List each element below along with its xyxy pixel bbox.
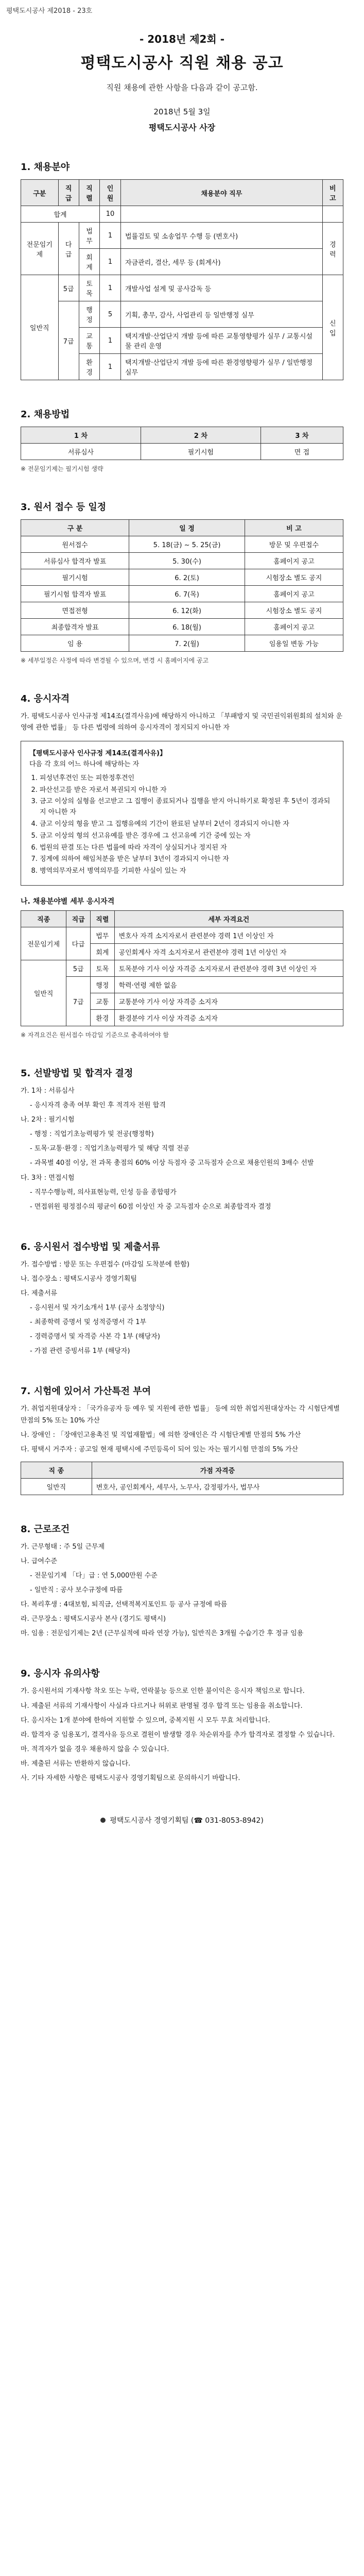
table-row: 회계 1 자금관리, 결산, 세무 등 (회계사) [21,249,343,275]
table-row: 환경 1 택지개발·산업단지 개발 등에 따른 환경영향평가 실무 / 일반행정 실무 [21,354,343,380]
contact-footer [21,1815,343,1825]
list-item: 다. 3차 : 면접시험 [21,1174,75,1182]
notes-list [21,1686,343,1784]
list-item: 나. 급여수준 [21,1557,58,1565]
list-item: 라. 합격자 중 임용포기, 결격사유 등으로 결원이 발생할 경우 차순위자를 추가 합격자로 결정할 수 있습니다. [21,1731,335,1739]
table-header: 직렬 [79,180,99,206]
title-block [21,0,343,133]
list-item: 마. 적격자가 없을 경우 채용하지 않을 수 있습니다. [21,1745,169,1753]
bonus-list [21,1403,343,1455]
list-item: 가. 근무형태 : 주 5일 근무제 [21,1543,105,1551]
list-item: 나. 2차 : 필기시험 [21,1116,75,1124]
table-row: 일반직 5급 토목 1 개발사업 설계 및 공사감독 등 신입 [21,275,343,301]
table-row: 필기시험 합격자 발표 6. 7(목) 홈페이지 공고 [21,586,343,602]
table-row: 최종합격자 발표 6. 18(월) 홈페이지 공고 [21,619,343,635]
notice-date: 2018년 5월 3일 [153,107,211,116]
list-item: - 가점 관련 증빙서류 1부 (해당자) [30,1347,130,1355]
section-title: 5. 선발방법 및 합격자 결정 [21,1067,133,1079]
disqualification-box: 【평택도시공사 인사규정 제14조(결격사유)】 다음 각 호의 어느 하나에 해당하는 자 1. 피성년후견인 또는 피한정후견인 2. 파산선고를 받은 자로서 복권되지 아니한 자 3. 금고 이상의 실형을 선고받고 그 집행이 종료되거나 집행을 받지 아니하기로 확정된 후 5년이 경과되지 아니한 자 4. 금고 이상의 형을 받고 그 집행유예의 기간이 완료된 날부터 2년이 경과되지 아니한 자 5. 금고 이상의 형의 선고유예를 받은 경우에 그 선고유예 기간 중에 있는 자 6. 법원의 판결 또는 다른 법률에 따라 자격이 상실되거나 정지된 자 7. 징계에 의하여 해임처분을 받은 날부터 3년이 경과되지 아니한 자 8. 병역의무자로서 병역의무를 기피한 사실이 있는 자 [21,741,343,886]
list-item: - 면접위원 평정점수의 평균이 60점 이상인 자 중 고득점자 순으로 최종합격자 결정 [30,1202,271,1211]
table-row: 7급 행정 학력·연령 제한 없음 [21,976,343,993]
table-row: 교통 교통분야 기사 이상 자격증 소지자 [21,993,343,1009]
eligibility-lead: 가. 평택도시공사 인사규정 제14조(결격사유)에 해당하지 아니하고 「부패방지 및 국민권익위원회의 설치와 운영에 관한 법률」 등 다른 법령에 의하여 응시자격이 정지되지 아니한 자 [21,713,343,732]
table-header: 인원 [100,180,121,206]
list-item: 다. 복리후생 : 4대보험, 퇴직금, 선택적복지포인트 등 공사 규정에 따름 [21,1601,228,1609]
schedule-note: ※ 세부일정은 사정에 따라 변경될 수 있으며, 변경 시 홈페이지에 공고 [21,657,209,664]
section-title: 7. 시험에 있어서 가산특전 부여 [21,1386,151,1397]
table-row: 전문임기제 다급 법무 1 법률검토 및 소송업무 수행 등 (변호사) 경력 [21,223,343,249]
section-method [21,407,343,473]
section-title: 6. 응시원서 접수방법 및 제출서류 [21,1241,160,1252]
schedule-table: 구 분 일 정 비 고 원서접수 5. 18(금) ~ 5. 25(금) 방문 및 우편접수 서류심사 합격자 발표 5. 30(수) 홈페이지 공고 필기시험 6. 2(토) 시험장소 별도 공지 필기시험 합격자 발표 6. 7(목) 홈페이지 공고 면접전형 6. 12(화) 시험장소 별도 공지 최종합격자 발표 6. 18(월) 홈페이지 공고 임 용 7. 2(월) 임용일 변동 가능 [21,519,343,652]
total-label: 합계 [21,206,100,223]
list-item: 가. 취업지원대상자 : 「국가유공자 등 예우 및 지원에 관한 법률」 등에 의한 취업지원대상자는 각 시험단계별 만점의 5% 또는 10% 가산 [21,1405,340,1425]
table-header: 채용분야 직무 [121,180,323,206]
section-notes [21,1666,343,1784]
requirements-note: ※ 자격요건은 원서접수 마감일 기준으로 충족하여야 함 [21,1031,169,1039]
section-positions [21,160,343,380]
table-row: 일반직 5급 토목 토목분야 기사 이상 자격증 소지자로서 관련분야 경력 3년 이상인 자 [21,960,343,976]
page-title: 평택도시공사 직원 채용 공고 [80,54,284,72]
list-item: 나. 장애인 : 「장애인고용촉진 및 직업재활법」에 의한 장애인은 각 시험단계별 만점의 5% 가산 [21,1431,301,1439]
doc-number: 평택도시공사 제2018 - 23호 [6,7,93,15]
total-count: 10 [100,206,121,223]
list-item: 바. 제출된 서류는 반환하지 않습니다. [21,1759,131,1768]
bullet-icon [100,1818,106,1823]
section-selection [21,1066,343,1213]
list-item: 3. 금고 이상의 실형을 선고받고 그 집행이 종료되거나 집행을 받지 아니하기로 확정된 후 5년이 경과되지 아니한 자 [40,796,335,818]
list-item: - 토목·교통·환경 : 직업기초능력평가 및 해당 직렬 전공 [30,1145,189,1153]
section-title: 9. 응시자 유의사항 [21,1668,100,1680]
list-item: - 과목별 40점 이상, 전 과목 총점의 60% 이상 득점자 중 고득점자 순으로 채용인원의 3배수 선발 [30,1159,314,1167]
table-header: 비고 [322,180,343,206]
selection-list [21,1086,343,1213]
table-row: 서류심사 합격자 발표 5. 30(수) 홈페이지 공고 [21,553,343,569]
table-row: 전문임기제 다급 법무 변호사 자격 소지자로서 관련분야 경력 1년 이상인 자 [21,927,343,943]
list-item: 6. 법원의 판결 또는 다른 법률에 따라 자격이 상실되거나 정지된 자 [40,843,335,854]
table-row: 일반직 변호사, 공인회계사, 세무사, 노무사, 감정평가사, 법무사 [21,1478,343,1495]
list-item: 7. 징계에 의하여 해임처분을 받은 날부터 3년이 경과되지 아니한 자 [40,854,335,865]
list-item: 8. 병역의무자로서 병역의무를 기피한 사실이 있는 자 [40,866,335,877]
list-item: 마. 임용 : 전문임기제는 2년 (근무실적에 따라 연장 가능), 일반직은 3개월 수습기간 후 정규 임용 [21,1630,304,1638]
list-item: 1. 피성년후견인 또는 피한정후견인 [40,773,335,784]
table-row: 7급 행정 5 기획, 총무, 감사, 사업관리 등 일반행정 실무 [21,301,343,328]
list-item: 가. 접수방법 : 방문 또는 우편접수 (마감일 도착분에 한함) [21,1260,189,1268]
table-row: 회계 공인회계사 자격 소지자로서 관련분야 경력 1년 이상인 자 [21,943,343,960]
list-item: 가. 1차 : 서류심사 [21,1087,75,1095]
table-row: 임 용 7. 2(월) 임용일 변동 가능 [21,635,343,652]
table-row [21,206,343,223]
list-item: 5. 금고 이상의 형의 선고유예를 받은 경우에 그 선고유예 기간 중에 있는 자 [40,831,335,842]
list-item: 가. 응시원서의 기재사항 착오 또는 누락, 연락불능 등으로 인한 불이익은 응시자 책임으로 합니다. [21,1687,305,1696]
table-header: 구분 [21,180,59,206]
list-item: - 일반직 : 공사 보수규정에 따름 [30,1586,123,1595]
list-item: - 응시원서 및 자기소개서 1부 (공사 소정양식) [30,1304,165,1312]
table-row: 필기시험 6. 2(토) 시험장소 별도 공지 [21,569,343,586]
list-item: 나. 제출된 서류의 기재사항이 사실과 다르거나 허위로 판명될 경우 합격 또는 임용을 취소합니다. [21,1702,303,1710]
list-item: 2. 파산선고를 받은 자로서 복권되지 아니한 자 [40,785,335,796]
table-row: 환경 환경분야 기사 이상 자격증 소지자 [21,1009,343,1026]
list-item: 4. 금고 이상의 형을 받고 그 집행유예의 기간이 완료된 날부터 2년이 경과되지 아니한 자 [40,819,335,830]
application-list [21,1259,343,1358]
table-header: 직급 [58,180,79,206]
section-schedule [21,500,343,665]
list-item: 다. 평택시 거주자 : 공고일 현재 평택시에 주민등록이 되어 있는 자는 필기시험 만점의 5% 가산 [21,1445,299,1453]
method-note: ※ 전문임기제는 필기시험 생략 [21,465,103,472]
section-title: 1. 채용분야 [21,162,70,173]
notice-organization: 평택도시공사 사장 [148,123,216,132]
list-item: 사. 기타 자세한 사항은 평택도시공사 경영기획팀으로 문의하시기 바랍니다. [21,1774,240,1783]
list-item: - 경력증명서 및 자격증 사본 각 1부 (해당자) [30,1333,160,1341]
contact-text: 평택도시공사 경영기획팀 (☎ 031-8053-8942) [110,1817,264,1825]
table-row: 면접전형 6. 12(화) 시험장소 별도 공지 [21,602,343,619]
list-item: 나. 접수장소 : 평택도시공사 경영기획팀 [21,1275,137,1283]
section-bonus [21,1384,343,1495]
title-year: - 2018년 제2회 - [139,33,225,45]
title-lead: 직원 채용에 관한 사항을 다음과 같이 공고함. [106,83,258,92]
conditions-list [21,1541,343,1640]
list-item: - 응시자격 충족 여부 확인 후 적격자 전원 합격 [30,1101,166,1110]
section-title: 2. 채용방법 [21,409,70,420]
section-application [21,1240,343,1358]
list-item: 다. 응시자는 1개 분야에 한하여 지원할 수 있으며, 중복지원 시 모두 무효 처리합니다. [21,1716,270,1724]
section-title: 3. 원서 접수 등 일정 [21,502,107,513]
section-eligibility [21,691,343,1039]
table-row: 교통 1 택지개발·산업단지 개발 등에 따른 교통영향평가 실무 / 교통시설물 관리 운영 [21,328,343,354]
requirements-table: 직종 직급 직렬 세부 자격요건 전문임기제 다급 법무 변호사 자격 소지자로서 관련분야 경력 1년 이상인 자 회계 공인회계사 자격 소지자로서 관련분야 경력 1년 이상인 자 일반직 5급 토목 토목분야 기사 이상 자격증 소지자로서 관련분야 경력 3년 이상인 자 7급 행정 학력·연령 제한 없음 교통 교통분야 기사 이상 자격증 소지자 환경 환경분야 기사 이상 자격증 소지자 [21,910,343,1026]
requirements-title: 나. 채용분야별 세부 응시자격 [21,897,115,906]
list-item: - 최종학력 증명서 및 성적증명서 각 1부 [30,1318,147,1327]
table-row: 서류심사 필기시험 면 접 [21,444,343,460]
method-table: 1 차 2 차 3 차 서류심사 필기시험 면 접 [21,427,343,460]
bonus-cert-table: 직 종 가점 자격증 일반직 변호사, 공인회계사, 세무사, 노무사, 감정평가사, 법무사 [21,1462,343,1495]
positions-table [21,179,343,380]
list-item: - 행정 : 직업기초능력평가 및 전공(행정학) [30,1130,154,1139]
section-title: 8. 근로조건 [21,1523,70,1535]
list-item: - 전문임기제 「다」급 : 연 5,000만원 수준 [30,1572,158,1580]
section-title: 4. 응시자격 [21,693,70,704]
list-item: 라. 근무장소 : 평택도시공사 본사 (경기도 평택시) [21,1615,166,1623]
section-conditions [21,1522,343,1640]
table-row: 원서접수 5. 18(금) ~ 5. 25(금) 방문 및 우편접수 [21,536,343,553]
list-item: 다. 제출서류 [21,1289,58,1297]
list-item: - 직무수행능력, 의사표현능력, 인성 등을 종합평가 [30,1188,177,1196]
